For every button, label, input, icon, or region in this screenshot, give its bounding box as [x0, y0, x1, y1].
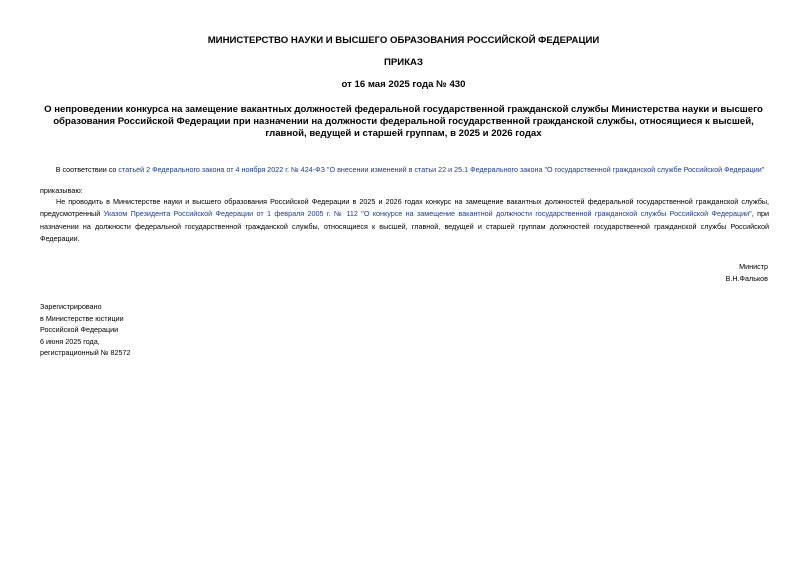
- registration-line-5: регистрационный № 82572: [40, 348, 131, 357]
- signatory-name: В.Н.Фальков: [725, 274, 768, 283]
- document-type: ПРИКАЗ: [384, 57, 423, 68]
- order-body-paragraph: [40, 196, 769, 245]
- signatory-position: Министр: [739, 262, 768, 271]
- registration-line-1: Зарегистрировано: [40, 302, 102, 311]
- order-date-number: от 16 мая 2025 года № 430: [341, 79, 466, 90]
- body-text-before: Не проводить в Министерстве науки и высшего образования Российской Федерации в 2025 и 2026 годах конкурс на замещение вакантных должностей федеральной государственной гражданской службы, предусмотренный: [40, 197, 769, 219]
- registration-line-4: 6 июня 2025 года,: [40, 336, 100, 346]
- body-text-after: , при назначении на должности федеральной государственной гражданской службы, относящиеся к высшей, главной, ведущей и старшей группам должностей государственной гражданской службы Российской Федерации.: [40, 209, 770, 243]
- registration-line-2: в Министерстве юстиции: [40, 313, 124, 323]
- intro-prefix: В соответствии со: [55, 165, 119, 174]
- federal-law-link[interactable]: статьей 2 Федерального закона от 4 ноября 2022 г. № 424-ФЗ "О внесении изменений в статьи 22 и 25.1 Федерального закона "О государственной гражданской службе Российской Федерации": [118, 165, 765, 174]
- registration-line-3: Российской Федерации: [40, 325, 119, 334]
- document-title: О непроведении конкурса на замещение вакантных должностей федеральной государственной гражданской службы Министерства науки и высшего образования Российской Федерации при назначении на должности федеральной государственной гражданской службы, относящиеся к высшей, главной, ведущей и старшей группам, в 2025 и 2026 годах: [44, 104, 763, 140]
- presidential-decree-link[interactable]: Указом Президента Российской Федерации от 1 февраля 2005 г. № 112 "О конкурсе на замещение вакантной должности государственной гражданской службы Российской Федерации": [103, 209, 752, 219]
- signature-block: [726, 261, 768, 285]
- ordering-word: приказываю:: [40, 186, 83, 195]
- ministry-name: МИНИСТЕРСТВО НАУКИ И ВЫСШЕГО ОБРАЗОВАНИЯ РОССИЙСКОЙ ФЕДЕРАЦИИ: [207, 35, 600, 46]
- intro-paragraph: [40, 164, 780, 176]
- registration-block: [40, 301, 130, 359]
